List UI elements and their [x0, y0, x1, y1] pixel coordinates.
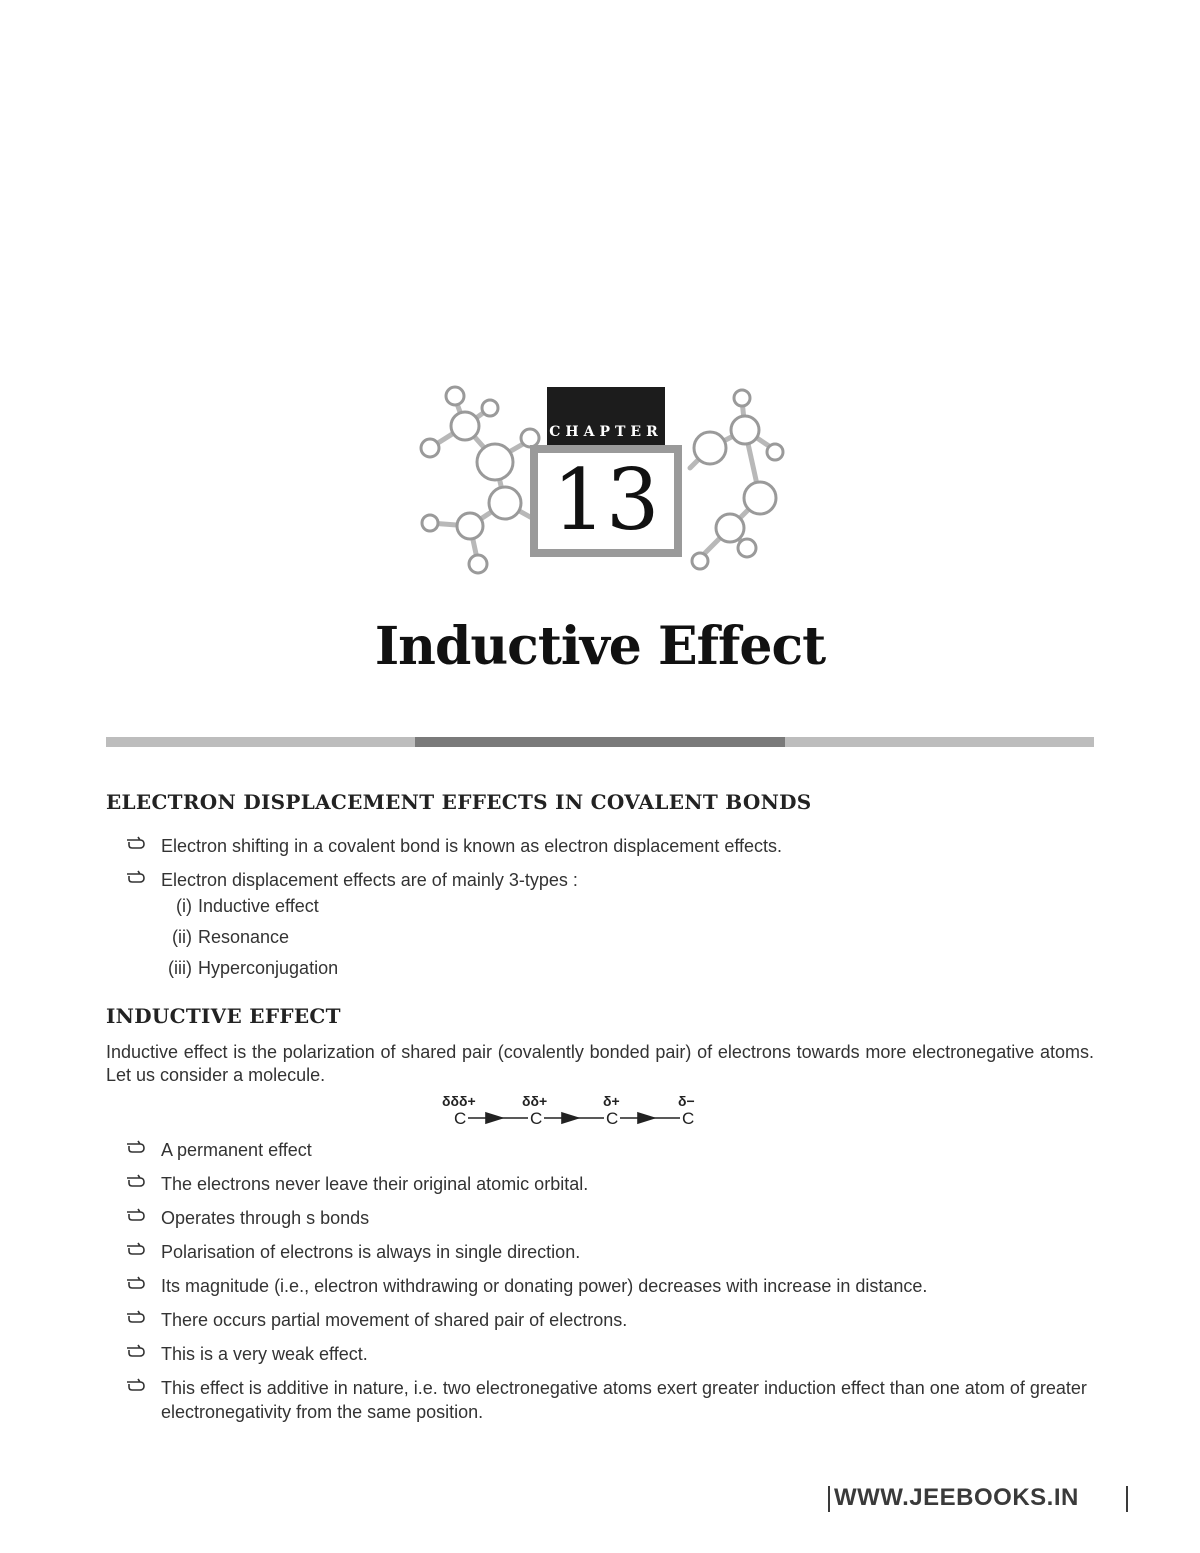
- bond-arrows: [468, 1113, 680, 1123]
- chapter-title: Inductive Effect: [374, 616, 826, 677]
- bullet-text: Its magnitude (i.e., electron withdrawing or donating power) decreases with increase in distance.: [161, 1276, 928, 1296]
- partial-charge-label: δδδ+: [442, 1094, 476, 1109]
- divider-left: [106, 737, 415, 747]
- bullet-text: Polarisation of electrons is always in single direction.: [161, 1242, 581, 1262]
- bullet-text: This effect is additive in nature, i.e. two electronegative atoms exert greater induction effect than one atom of greater electronegativity from the same position.: [161, 1378, 1087, 1422]
- list-item: [176, 896, 319, 917]
- bullet-text: The electrons never leave their original atomic orbital.: [161, 1174, 589, 1194]
- list-number: (i): [176, 896, 192, 916]
- list-item: [168, 958, 339, 979]
- bullet-text: Electron displacement effects are of mainly 3-types :: [161, 870, 578, 890]
- bullet-text: This is a very weak effect.: [161, 1344, 368, 1364]
- carbon-chain-diagram: [440, 1094, 710, 1130]
- paragraph-definition: Inductive effect is the polarization of shared pair (covalently bonded pair) of electrons towards more electronegative atoms. Let us consider a molecule.: [106, 1042, 1094, 1085]
- section-heading-inductive-effect: INDUCTIVE EFFECT: [106, 1004, 341, 1028]
- bullet-text: A permanent effect: [161, 1140, 312, 1160]
- bullet-text: There occurs partial movement of shared pair of electrons.: [161, 1310, 628, 1330]
- footer-website: WWW.JEEBOOKS.IN: [834, 1484, 1079, 1511]
- pointing-hand-icon: [126, 1207, 150, 1223]
- list-item: [172, 927, 290, 948]
- pointing-hand-icon: [126, 1343, 150, 1359]
- list-number: (ii): [172, 927, 192, 947]
- pointing-hand-icon: [126, 1309, 150, 1325]
- section-heading-electron-displacement: ELECTRON DISPLACEMENT EFFECTS IN COVALENT BONDS: [106, 790, 812, 814]
- divider-right: [785, 737, 1094, 747]
- partial-charge-label: δδ+: [522, 1094, 548, 1109]
- footer-bracket-right: [1126, 1486, 1128, 1512]
- partial-charge-label: δ+: [603, 1094, 620, 1109]
- footer-bracket-left: [828, 1486, 830, 1512]
- list-label: Hyperconjugation: [198, 958, 339, 978]
- chapter-number: 13: [552, 451, 660, 549]
- pointing-hand-icon: [126, 1377, 150, 1393]
- partial-charge-label: δ−: [678, 1094, 695, 1109]
- bullet-text: Operates through s bonds: [161, 1208, 370, 1228]
- carbon-atom: C: [682, 1109, 695, 1128]
- bullet-text: Electron shifting in a covalent bond is known as electron displacement effects.: [161, 836, 783, 856]
- pointing-hand-icon: [126, 835, 150, 851]
- chapter-label: CHAPTER: [549, 424, 663, 440]
- carbon-atom: C: [606, 1109, 619, 1128]
- pointing-hand-icon: [126, 1275, 150, 1291]
- divider-middle: [415, 737, 785, 747]
- pointing-hand-icon: [126, 1173, 150, 1189]
- pointing-hand-icon: [126, 1241, 150, 1257]
- list-number: (iii): [168, 958, 192, 978]
- list-label: Resonance: [198, 927, 290, 947]
- pointing-hand-icon: [126, 1139, 150, 1155]
- pointing-hand-icon: [126, 869, 150, 885]
- list-label: Inductive effect: [198, 896, 319, 916]
- carbon-atom: C: [454, 1109, 467, 1128]
- carbon-atom: C: [530, 1109, 543, 1128]
